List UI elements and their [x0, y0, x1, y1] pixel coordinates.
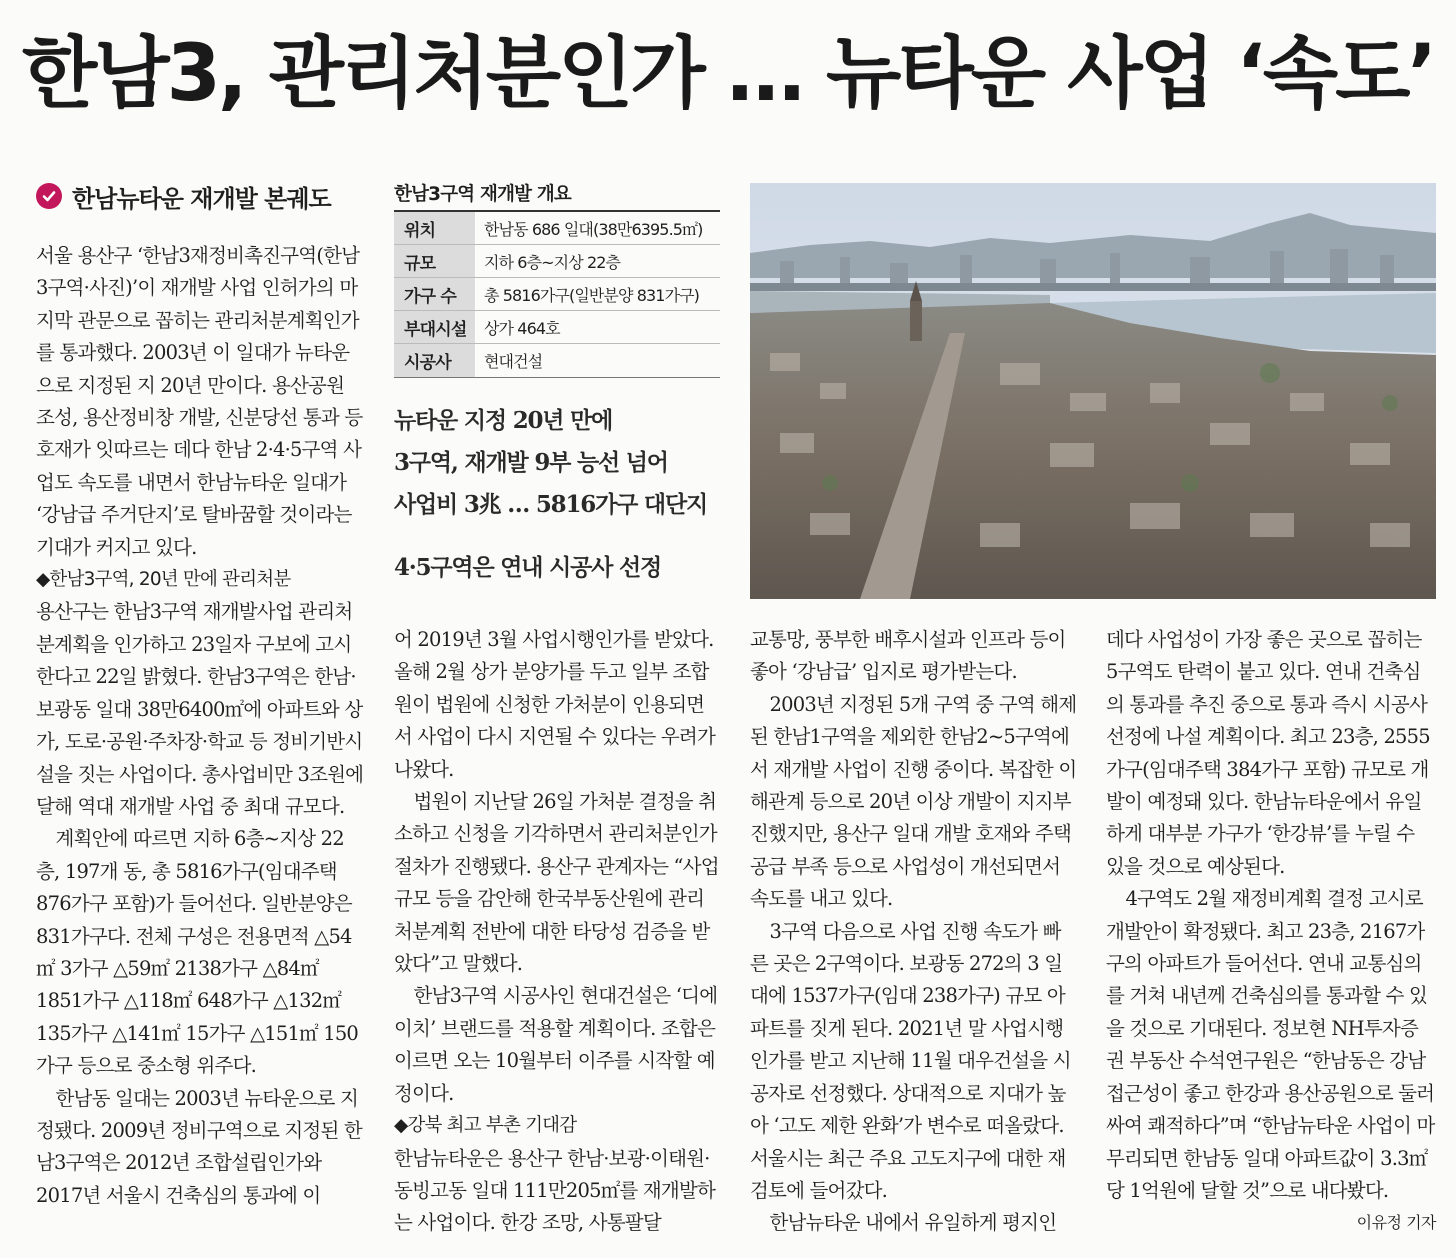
table-row [394, 311, 720, 344]
table-row [394, 344, 720, 377]
deck-line: 뉴타운 지정 20년 만에 [394, 407, 613, 434]
table-value: 지하 6층~지상 22층 [484, 252, 621, 272]
deck-line: 4·5구역은 연내 시공사 선정 [394, 554, 662, 581]
subheading: ◆강북 최고 부촌 기대감 [394, 1115, 577, 1137]
deck-line: 3구역, 재개발 9부 능선 넘어 [394, 449, 668, 476]
article-column-1 [36, 240, 364, 1212]
section-heading [36, 178, 331, 214]
table-key: 시공사 [394, 344, 476, 377]
deck-line: 사업비 3兆 … 5816가구 대단지 [394, 491, 707, 518]
paragraph: 한남3구역 시공사인 현대건설은 ‘디에이치’ 브랜드를 적용할 계획이다. 조합은 이르면 오는 10월부터 이주를 시작할 예정이다. [394, 984, 718, 1105]
headline: 한남3, 관리처분인가 … 뉴타운 사업 ‘속도’ [21, 29, 1435, 119]
paragraph: 데다 사업성이 가장 좋은 곳으로 꼽히는 5구역도 탄력이 붙고 있다. 연내 건축심의 통과를 추진 중으로 통과 즉시 시공사 선정에 나설 계획이다. 최고 23층, 2555가구(임대주택 384가구 포함) 규모로 개발이 예정돼 있다. 한남뉴타운에서 유일하게 대부분 가구가 ‘한강뷰’를 누릴 수 있을 것으로 예상된다. [1106, 628, 1430, 878]
table-key: 가구 수 [394, 278, 476, 310]
table-key: 규모 [394, 245, 476, 277]
paragraph: 한남뉴타운은 용산구 한남·보광·이태원·동빙고동 일대 111만205㎡를 재개발하는 사업이다. 한강 조망, 사통팔달 [394, 1146, 715, 1235]
paragraph: 2003년 지정된 5개 구역 중 구역 해제된 한남1구역을 제외한 한남2~5구역에서 재개발 사업이 진행 중이다. 복잡한 이해관계 등으로 20년 이상 개발이 지지부진했지만, 용산구 일대 개발 호재와 주택 공급 부족 등으로 사업성이 개선되면서 속도를 내고 있다. [750, 692, 1077, 911]
paragraph: 계획안에 따르면 지하 6층~지상 22층, 197개 동, 총 5816가구(임대주택 876가구 포함)가 들어선다. 일반분양은 831가구다. 전체 구성은 전용면적 △54㎡ 3가구 △59㎡ 2138가구 △84㎡ 1851가구 △118㎡ 648가구 △132㎡ 135가구 △141㎡ 15가구 △151㎡ 150가구 등으로 중소형 위주다. [36, 827, 359, 1078]
paragraph: 교통망, 풍부한 배후시설과 인프라 등이 좋아 ‘강남급’ 입지로 평가받는다. [750, 628, 1066, 684]
article-column-4 [1106, 624, 1436, 1240]
paragraph: 서울 용산구 ‘한남3재정비촉진구역(한남3구역·사진)’이 재개발 사업 인허가의 마지막 관문으로 꼽히는 관리처분계획인가를 통과했다. 2003년 이 일대가 뉴타운으로 지정된 지 20년 만이다. 용산공원 조성, 용산정비창 개발, 신분당선 통과 등 호재가 잇따르는 데다 한남 2·4·5구역 사업도 속도를 내면서 한남뉴타운 일대가 ‘강남급 주거단지’로 탈바꿈할 것이라는 기대가 커지고 있다. [36, 244, 363, 559]
paragraph: 법원이 지난달 26일 가처분 결정을 취소하고 신청을 기각하면서 관리처분인가 절차가 진행됐다. 용산구 관계자는 “사업 규모 등을 감안해 한국부동산원에 관리처분계획 전반에 대한 타당성 검증을 받았다”고 말했다. [394, 790, 719, 976]
paragraph-text: 4구역도 2월 재정비계획 결정 고시로 개발안이 확정됐다. 최고 23층, 2167가구의 아파트가 들어선다. 연내 교통심의를 거쳐 내년께 건축심의를 통과할 수 있을 것으로 기대된다. 정보현 NH투자증권 부동산 수석연구원은 “한남동은 강남 접근성이 좋고 한강과 용산공원으로 둘러싸여 쾌적하다”며 “한남뉴타운 사업이 마무리되면 한남동 일대 아파트값이 3.3㎡당 1억원에 달할 것”으로 내다봤다. [1106, 887, 1435, 1202]
table-row [394, 278, 720, 311]
paragraph: 용산구는 한남3구역 재개발사업 관리처분계획을 인가하고 23일자 구보에 고시한다고 22일 밝혔다. 한남3구역은 한남·보광동 일대 38만6400㎡에 아파트와 상가, 도로·공원·주차장·학교 등 정비기반시설을 짓는 사업이다. 총사업비만 3조원에 달해 역대 재개발 사업 중 최대 규모다. [36, 600, 364, 818]
paragraph: 한남동 일대는 2003년 뉴타운으로 지정됐다. 2009년 정비구역으로 지정된 한남3구역은 2012년 조합설립인가와 2017년 서울시 건축심의 통과에 이 [36, 1086, 362, 1207]
table-title: 한남3구역 재개발 개요 [394, 184, 571, 205]
paragraph: 3구역 다음으로 사업 진행 속도가 빠른 곳은 2구역이다. 보광동 272의 3 일대에 1537가구(임대 238가구) 규모 아파트를 짓게 된다. 2021년 말 사업시행인가를 받고 지난해 11월 대우건설을 시공자로 선정했다. 상대적으로 지대가 높아 ‘고도 제한 완화’가 변수로 떠올랐다. 서울시는 최근 주요 고도지구에 대한 재검토에 들어갔다. [750, 919, 1071, 1202]
paragraph [1106, 883, 1436, 1233]
overview-table [394, 210, 720, 378]
table-value: 상가 464호 [484, 318, 560, 338]
article-column-2 [394, 624, 722, 1240]
table-key: 부대시설 [394, 311, 476, 343]
article-column-3 [750, 624, 1078, 1240]
table-value: 현대건설 [484, 352, 543, 371]
table-key: 위치 [394, 212, 476, 244]
section-title: 한남뉴타운 재개발 본궤도 [72, 184, 331, 213]
table-value: 총 5816가구(일반분양 831가구) [484, 285, 700, 305]
table-row [394, 212, 720, 245]
aerial-photo [750, 183, 1436, 599]
table-row [394, 245, 720, 278]
table-value: 한남동 686 일대(38만6395.5㎡) [484, 219, 703, 239]
paragraph: 한남뉴타운 내에서 유일하게 평지인 [769, 1211, 1057, 1235]
paragraph: 어 2019년 3월 사업시행인가를 받았다. 올해 2월 상가 분양가를 두고 일부 조합원이 법원에 신청한 가처분이 인용되면서 사업이 다시 지연될 수 있다는 우려가 나왔다. [394, 628, 715, 781]
subheading: ◆한남3구역, 20년 만에 관리처분 [36, 569, 291, 591]
check-icon [36, 183, 62, 209]
deck [394, 400, 734, 526]
byline: 이유정 기자 [1356, 1213, 1436, 1233]
